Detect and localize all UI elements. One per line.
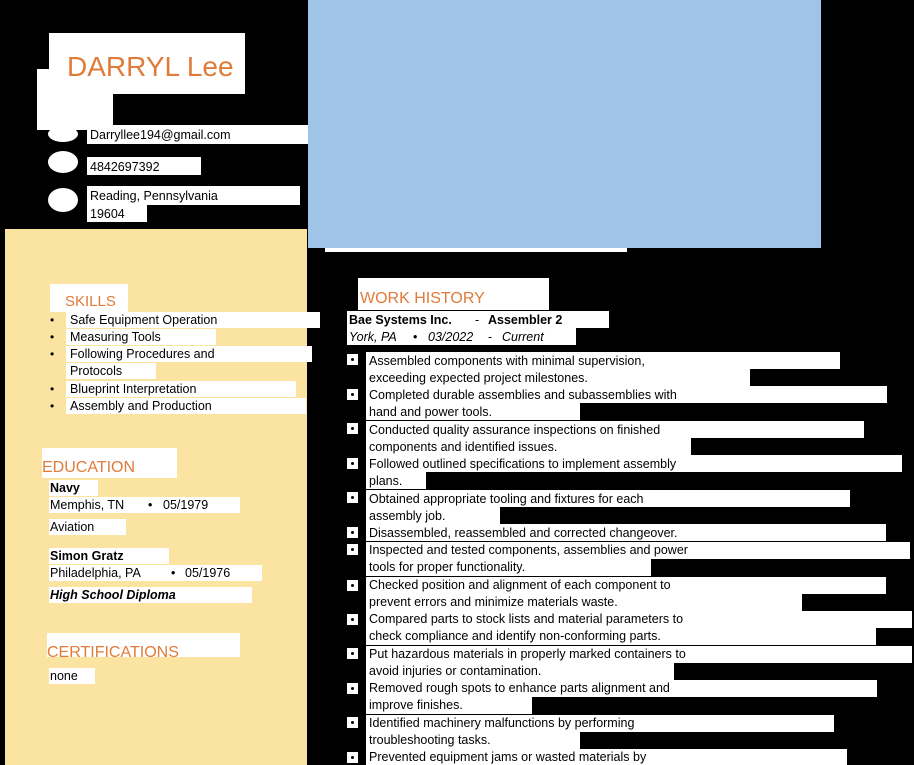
bullet (347, 580, 358, 591)
bullet: • (50, 330, 55, 344)
work-bullet-line: Inspected and tested components, assemblies and power (369, 543, 688, 557)
phone-icon (48, 151, 78, 173)
skills-title: SKILLS (65, 293, 116, 310)
bullet (347, 527, 358, 538)
edu-program: Aviation (50, 520, 95, 534)
work-bullet-line: Assembled components with minimal supervision, (369, 354, 645, 368)
work-bullet-line: prevent errors and minimize materials waste. (369, 595, 618, 609)
work-bullet-line: Conducted quality assurance inspections on finished (369, 423, 661, 437)
bullet (347, 614, 358, 625)
skill-item: Safe Equipment Operation (70, 313, 218, 327)
bullet (347, 544, 358, 555)
job-role: Assembler 2 (488, 313, 563, 327)
work-bullet-line: Checked position and alignment of each component to (369, 578, 671, 592)
work-bullet-line: Identified machinery malfunctions by performing (369, 716, 635, 730)
bullet (347, 717, 358, 728)
edu-school: Navy (50, 481, 80, 495)
job-start: 03/2022 (428, 330, 474, 344)
certifications-title: CERTIFICATIONS (47, 644, 179, 661)
job-location: York, PA (349, 330, 397, 344)
work-bullet-line: avoid injuries or contamination. (369, 664, 542, 678)
work-bullet-line: plans. (369, 474, 403, 488)
edu-date: 05/1979 (163, 498, 209, 512)
bullet: • (50, 399, 55, 413)
work-bullet-line: check compliance and identify non-conforming parts. (369, 629, 661, 643)
skill-item: Blueprint Interpretation (70, 382, 197, 396)
bullet (347, 752, 358, 763)
bullet (347, 683, 358, 694)
work-history-title: WORK HISTORY (360, 290, 485, 307)
job-dash: - (475, 313, 480, 327)
edu-place: Memphis, TN (50, 498, 125, 512)
skill-item: Measuring Tools (70, 330, 161, 344)
bullet (347, 389, 358, 400)
divider (325, 248, 627, 252)
decor-strip (37, 69, 49, 94)
photo-placeholder (308, 0, 821, 248)
work-bullet-line: improve finishes. (369, 698, 463, 712)
work-bullet-line: tools for proper functionality. (369, 560, 526, 574)
edu-program: High School Diploma (50, 588, 176, 602)
edu-school: Simon Gratz (50, 549, 124, 563)
certification-value: none (50, 669, 78, 683)
education-title: EDUCATION (42, 459, 136, 476)
job-end: Current (502, 330, 544, 344)
edu-date: 05/1976 (185, 566, 231, 580)
skill-item: Assembly and Production (70, 399, 212, 413)
edu-sep: • (148, 498, 153, 512)
email-text: Darryllee194@gmail.com (90, 128, 231, 142)
job-sep: • (413, 330, 418, 344)
work-bullet-line: Disassembled, reassembled and corrected changeover. (369, 526, 678, 540)
location-icon (48, 188, 78, 212)
bullet (347, 354, 358, 365)
work-bullet-line: Followed outlined specifications to implement assembly (369, 457, 677, 471)
work-bullet-line: Put hazardous materials in properly marked containers to (369, 647, 686, 661)
location-line2: 19604 (90, 207, 125, 221)
job-dash2: - (488, 330, 493, 344)
email-icon (48, 126, 78, 142)
location-line1: Reading, Pennsylvania (90, 189, 218, 203)
bullet: • (50, 313, 55, 327)
work-bullet-line: Obtained appropriate tooling and fixtures for each (369, 492, 644, 506)
work-bullet-line: exceeding expected project milestones. (369, 371, 588, 385)
job-company: Bae Systems Inc. (349, 313, 452, 327)
bullet: • (50, 347, 55, 361)
candidate-name: DARRYL Lee (67, 51, 234, 82)
skill-item: Following Procedures and (70, 347, 215, 361)
work-bullet-line: Removed rough spots to enhance parts alignment and (369, 681, 670, 695)
work-bullet-line: Prevented equipment jams or wasted materials by (369, 750, 647, 764)
bullet (347, 423, 358, 434)
work-bullet-line: hand and power tools. (369, 405, 493, 419)
bullet: • (50, 382, 55, 396)
work-bullet-line: assembly job. (369, 509, 446, 523)
bullet (347, 648, 358, 659)
work-bullet-line: Completed durable assemblies and subassemblies with (369, 388, 677, 402)
work-bullet-line: components and identified issues. (369, 440, 558, 454)
edu-place: Philadelphia, PA (50, 566, 141, 580)
work-bullet-line: Compared parts to stock lists and material parameters to (369, 612, 684, 626)
bullet (347, 492, 358, 503)
phone-text: 4842697392 (90, 160, 160, 174)
edu-sep: • (171, 566, 176, 580)
bullet (347, 458, 358, 469)
skill-item-cont: Protocols (70, 364, 123, 378)
work-bullet-line: troubleshooting tasks. (369, 733, 491, 747)
